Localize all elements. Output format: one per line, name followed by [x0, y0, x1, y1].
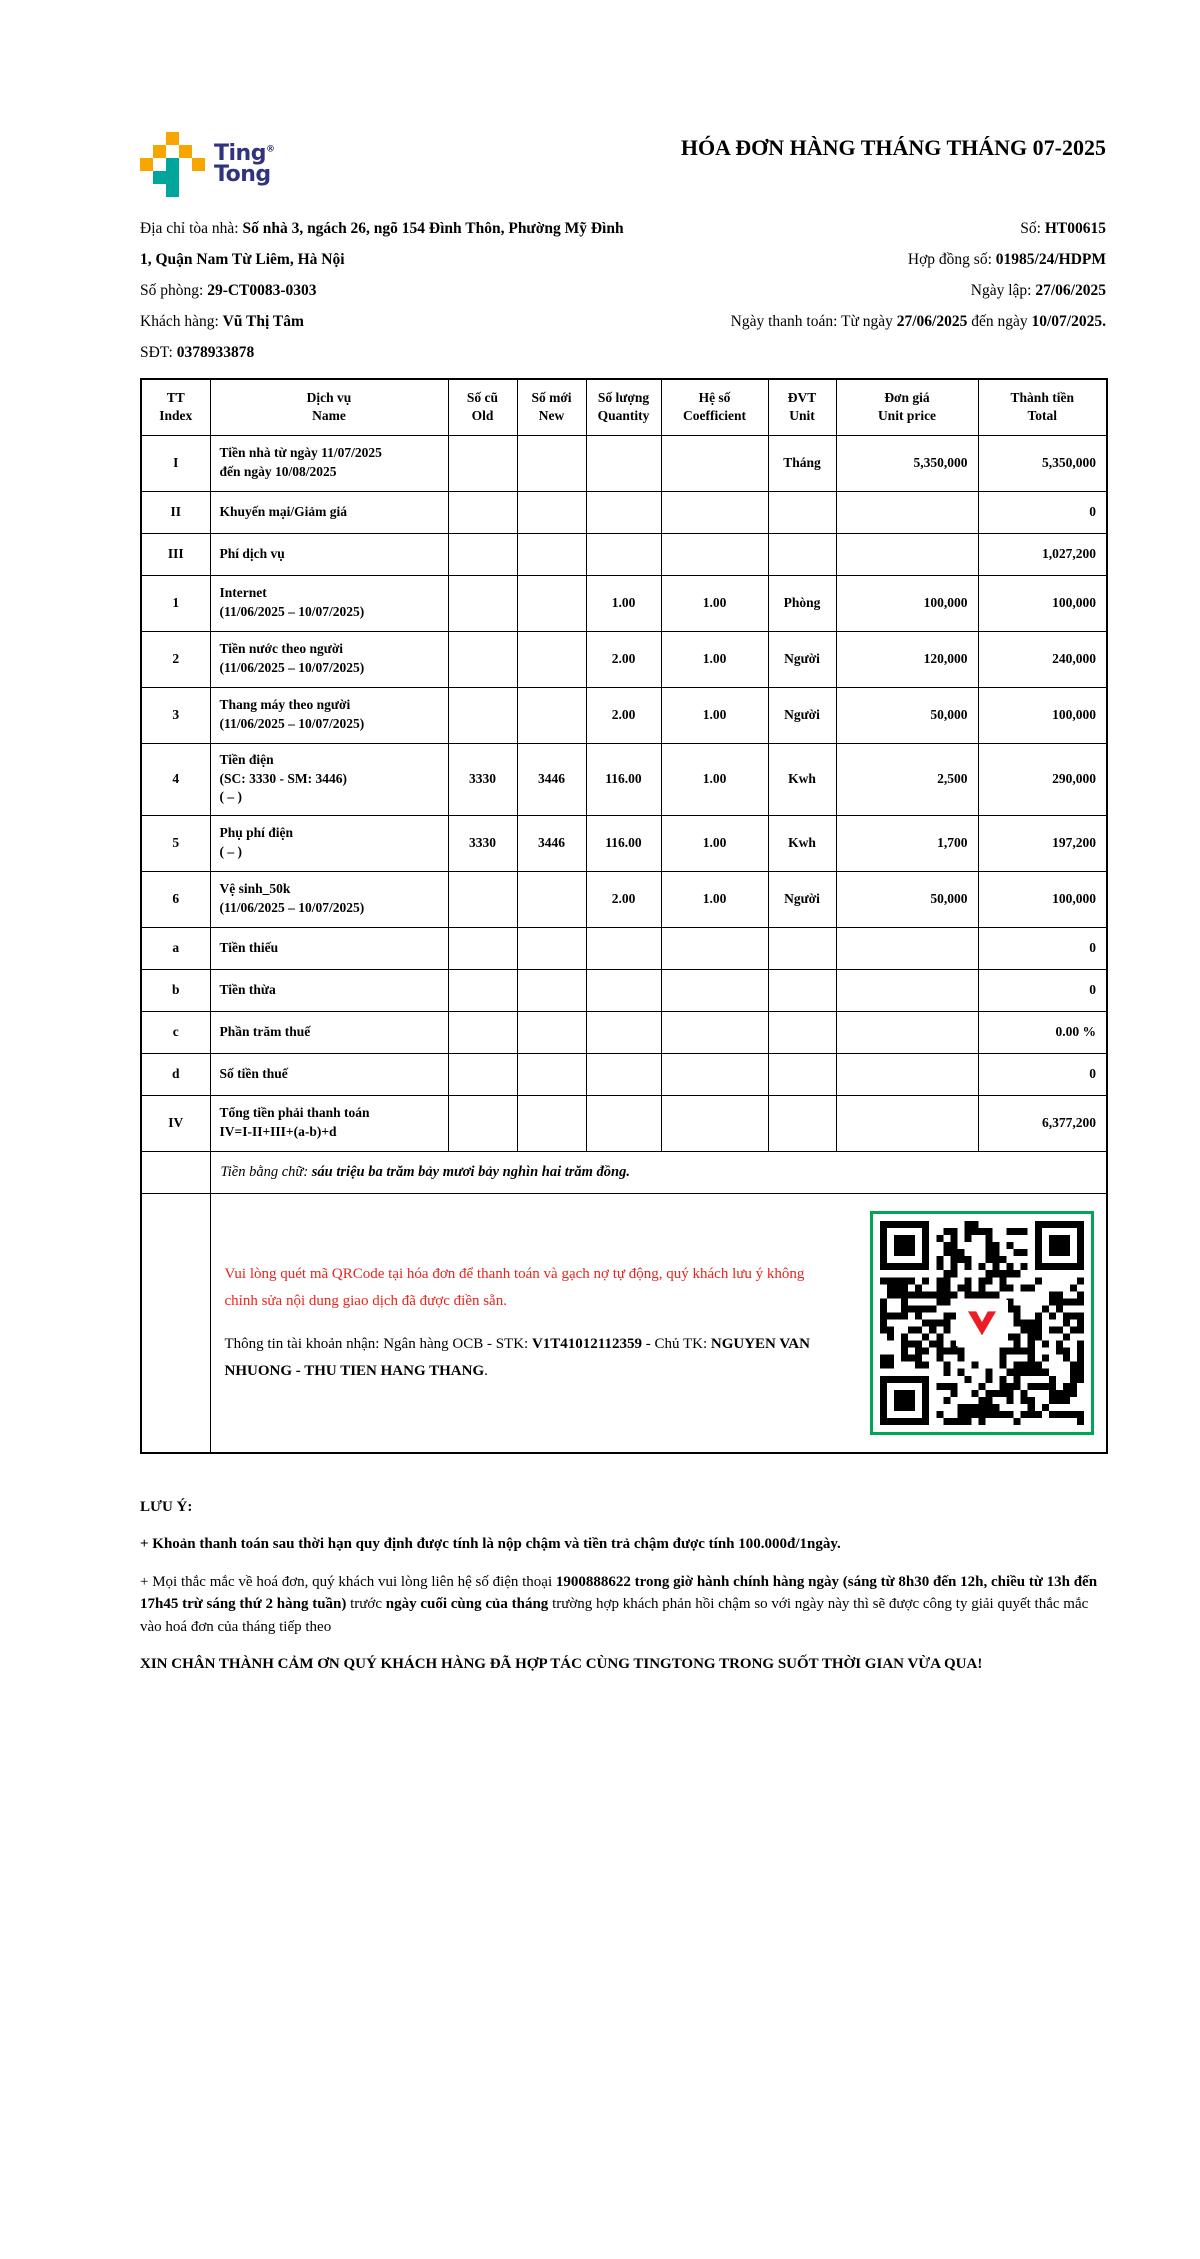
row-total: 100,000 [978, 575, 1107, 631]
row-index: 5 [141, 815, 210, 871]
new-reading [517, 927, 586, 969]
table-row [141, 815, 1107, 871]
unit-price [836, 969, 978, 1011]
row-total: 0.00 % [978, 1011, 1107, 1053]
col-header-coefficient: Hệ số Coefficient [661, 379, 768, 435]
coefficient [661, 533, 768, 575]
bank-account-info: Thông tin tài khoản nhận: Ngân hàng OCB - STK: V1T41012112359 - Chủ TK: NGUYEN VAN NHUONG - THU TIEN HANG THANG. [224, 1335, 810, 1379]
quantity [586, 1011, 661, 1053]
table-row [141, 687, 1107, 743]
unit [768, 1053, 836, 1095]
table-row [141, 631, 1107, 687]
old-reading [448, 435, 517, 491]
table-header-row [141, 379, 1107, 435]
table-row [141, 1011, 1107, 1053]
row-index: 6 [141, 871, 210, 927]
amount-in-words-row [141, 1151, 1107, 1193]
row-index: b [141, 969, 210, 1011]
table-row [141, 743, 1107, 815]
new-reading [517, 1095, 586, 1151]
tingtong-logo-mark [140, 132, 205, 197]
new-reading [517, 1053, 586, 1095]
table-row [141, 969, 1107, 1011]
col-header-unit-price: Đơn giá Unit price [836, 379, 978, 435]
old-reading [448, 927, 517, 969]
row-total: 240,000 [978, 631, 1107, 687]
coefficient [661, 491, 768, 533]
table-row [141, 491, 1107, 533]
unit: Kwh [768, 815, 836, 871]
quantity: 2.00 [586, 631, 661, 687]
unit-price: 1,700 [836, 815, 978, 871]
customer-name: Khách hàng: Vũ Thị Tâm [140, 313, 304, 330]
unit-price: 50,000 [836, 871, 978, 927]
unit: Người [768, 687, 836, 743]
new-reading [517, 871, 586, 927]
unit: Kwh [768, 743, 836, 815]
row-index: d [141, 1053, 210, 1095]
row-index: c [141, 1011, 210, 1053]
unit-price [836, 1011, 978, 1053]
service-name: Khuyến mại/Giảm giá [210, 491, 448, 533]
unit: Phòng [768, 575, 836, 631]
unit-price: 100,000 [836, 575, 978, 631]
unit-price [836, 927, 978, 969]
col-header-new: Số mới New [517, 379, 586, 435]
table-row [141, 575, 1107, 631]
quantity [586, 533, 661, 575]
quantity: 2.00 [586, 871, 661, 927]
row-total: 0 [978, 927, 1107, 969]
quantity [586, 927, 661, 969]
invoice-header [140, 132, 1106, 197]
row-index: I [141, 435, 210, 491]
invoice-number: Số: HT00615 [1020, 220, 1106, 237]
old-reading [448, 687, 517, 743]
payment-qr-row [141, 1193, 1107, 1453]
row-total: 0 [978, 1053, 1107, 1095]
quantity [586, 491, 661, 533]
new-reading [517, 969, 586, 1011]
coefficient: 1.00 [661, 631, 768, 687]
old-reading [448, 491, 517, 533]
unit: Người [768, 871, 836, 927]
invoice-footer [140, 1496, 1106, 1676]
service-name: Số tiền thuế [210, 1053, 448, 1095]
unit [768, 969, 836, 1011]
col-header-quantity: Số lượng Quantity [586, 379, 661, 435]
old-reading [448, 1011, 517, 1053]
invoice-info [140, 213, 1106, 368]
new-reading: 3446 [517, 815, 586, 871]
row-total: 290,000 [978, 743, 1107, 815]
invoice-info-right [630, 213, 1106, 368]
unit-price: 120,000 [836, 631, 978, 687]
unit: Người [768, 631, 836, 687]
page-title: HÓA ĐƠN HÀNG THÁNG THÁNG 07-2025 [680, 135, 1106, 160]
unit [768, 1095, 836, 1151]
qr-code [870, 1211, 1094, 1435]
thank-you-note: XIN CHÂN THÀNH CẢM ƠN QUÝ KHÁCH HÀNG ĐÃ HỢP TÁC CÙNG TINGTONG TRONG SUỐT THỜI GIAN VỪA QUA! [140, 1656, 983, 1672]
quantity: 116.00 [586, 815, 661, 871]
new-reading: 3446 [517, 743, 586, 815]
row-index: a [141, 927, 210, 969]
old-reading [448, 631, 517, 687]
service-name: Tiền thiếu [210, 927, 448, 969]
unit [768, 491, 836, 533]
col-header-old: Số cũ Old [448, 379, 517, 435]
old-reading [448, 871, 517, 927]
unit-price [836, 1053, 978, 1095]
new-reading [517, 491, 586, 533]
unit-price [836, 491, 978, 533]
row-total: 100,000 [978, 871, 1107, 927]
old-reading [448, 1053, 517, 1095]
unit [768, 533, 836, 575]
old-reading: 3330 [448, 815, 517, 871]
service-name: Tiền nước theo người (11/06/2025 – 10/07/2025) [210, 631, 448, 687]
row-total: 5,350,000 [978, 435, 1107, 491]
row-index: III [141, 533, 210, 575]
room-number: Số phòng: 29-CT0083-0303 [140, 282, 317, 299]
customer-phone: SĐT: 0378933878 [140, 344, 255, 361]
service-name: Thang máy theo người (11/06/2025 – 10/07/2025) [210, 687, 448, 743]
table-row [141, 435, 1107, 491]
service-name: Tổng tiền phải thanh toán IV=I-II+III+(a-b)+d [210, 1095, 448, 1151]
coefficient: 1.00 [661, 743, 768, 815]
hotline-note: + Mọi thắc mắc về hoá đơn, quý khách vui lòng liên hệ số điện thoại 1900888622 trong giờ hành chính hàng ngày (sáng từ 8h30 đến 12h, chiều từ 13h đến 17h45 trừ sáng thứ 2 hàng tuần) trước ngày cuối cùng của tháng trường hợp khách phản hồi chậm so với ngày này thì sẽ được công ty giải quyết thắc mắc vào hoá đơn của tháng tiếp theo [140, 1573, 1098, 1635]
unit-price: 5,350,000 [836, 435, 978, 491]
old-reading [448, 969, 517, 1011]
row-index: 2 [141, 631, 210, 687]
unit-price: 50,000 [836, 687, 978, 743]
empty-index-cell [141, 1151, 210, 1193]
payment-period: Ngày thanh toán: Từ ngày 27/06/2025 đến ngày 10/07/2025. [730, 313, 1106, 330]
row-index: 1 [141, 575, 210, 631]
unit: Tháng [768, 435, 836, 491]
new-reading [517, 575, 586, 631]
new-reading [517, 687, 586, 743]
quantity: 2.00 [586, 687, 661, 743]
quantity [586, 1053, 661, 1095]
coefficient: 1.00 [661, 815, 768, 871]
quantity [586, 1095, 661, 1151]
row-index: 4 [141, 743, 210, 815]
tingtong-logo [140, 132, 274, 197]
service-name: Phần trăm thuế [210, 1011, 448, 1053]
row-index: II [141, 491, 210, 533]
table-row [141, 871, 1107, 927]
service-name: Internet (11/06/2025 – 10/07/2025) [210, 575, 448, 631]
old-reading: 3330 [448, 743, 517, 815]
row-total: 197,200 [978, 815, 1107, 871]
old-reading [448, 575, 517, 631]
empty-index-cell [141, 1193, 210, 1453]
unit [768, 1011, 836, 1053]
new-reading [517, 435, 586, 491]
quantity: 1.00 [586, 575, 661, 631]
amount-in-words: Tiền bằng chữ: sáu triệu ba trăm bảy mươi bảy nghìn hai trăm đồng. [210, 1151, 1107, 1193]
vietqr-v-icon [956, 1300, 1008, 1346]
notes-heading: LƯU Ý: [140, 1498, 193, 1515]
unit-price: 2,500 [836, 743, 978, 815]
coefficient [661, 1053, 768, 1095]
old-reading [448, 1095, 517, 1151]
service-name: Tiền nhà từ ngày 11/07/2025 đến ngày 10/08/2025 [210, 435, 448, 491]
old-reading [448, 533, 517, 575]
table-row [141, 533, 1107, 575]
unit-price [836, 533, 978, 575]
building-address: Địa chỉ tòa nhà: Số nhà 3, ngách 26, ngõ 154 Đình Thôn, Phường Mỹ Đình 1, Quận Nam Từ Liêm, Hà Nội [140, 220, 624, 268]
row-index: 3 [141, 687, 210, 743]
quantity [586, 435, 661, 491]
coefficient [661, 927, 768, 969]
payment-instructions [225, 1261, 833, 1385]
row-total: 0 [978, 491, 1107, 533]
qr-warning-note: Vui lòng quét mã QRCode tại hóa đơn để thanh toán và gạch nợ tự động, quý khách lưu ý không chỉnh sửa nội dung giao dịch đã được điền sẵn. [224, 1265, 805, 1309]
service-name: Vệ sinh_50k (11/06/2025 – 10/07/2025) [210, 871, 448, 927]
row-index: IV [141, 1095, 210, 1151]
new-reading [517, 631, 586, 687]
unit [768, 927, 836, 969]
coefficient [661, 435, 768, 491]
coefficient: 1.00 [661, 871, 768, 927]
unit-price [836, 1095, 978, 1151]
service-name: Phí dịch vụ [210, 533, 448, 575]
contract-number: Hợp đồng số: 01985/24/HDPM [907, 251, 1106, 268]
row-total: 1,027,200 [978, 533, 1107, 575]
new-reading [517, 1011, 586, 1053]
row-total: 0 [978, 969, 1107, 1011]
col-header-total: Thành tiền Total [978, 379, 1107, 435]
coefficient: 1.00 [661, 687, 768, 743]
col-header-name: Dịch vụ Name [210, 379, 448, 435]
quantity: 116.00 [586, 743, 661, 815]
tingtong-logo-text: Ting® Tong [214, 140, 275, 187]
invoice-info-left [140, 213, 630, 368]
payment-info-cell [210, 1193, 1107, 1453]
col-header-index: TT Index [141, 379, 210, 435]
late-payment-note: + Khoản thanh toán sau thời hạn quy định được tính là nộp chậm và tiền trả chậm được tính 100.000đ/1ngày. [140, 1536, 841, 1552]
table-row [141, 1095, 1107, 1151]
service-name: Phụ phí điện ( – ) [210, 815, 448, 871]
service-name: Tiền điện (SC: 3330 - SM: 3446) ( – ) [210, 743, 448, 815]
coefficient: 1.00 [661, 575, 768, 631]
row-total: 100,000 [978, 687, 1107, 743]
service-name: Tiền thừa [210, 969, 448, 1011]
table-row [141, 927, 1107, 969]
new-reading [517, 533, 586, 575]
coefficient [661, 969, 768, 1011]
issue-date: Ngày lập: 27/06/2025 [970, 282, 1106, 299]
invoice-table [140, 378, 1108, 1454]
col-header-unit: ĐVT Unit [768, 379, 836, 435]
coefficient [661, 1011, 768, 1053]
coefficient [661, 1095, 768, 1151]
row-total: 6,377,200 [978, 1095, 1107, 1151]
table-row [141, 1053, 1107, 1095]
quantity [586, 969, 661, 1011]
